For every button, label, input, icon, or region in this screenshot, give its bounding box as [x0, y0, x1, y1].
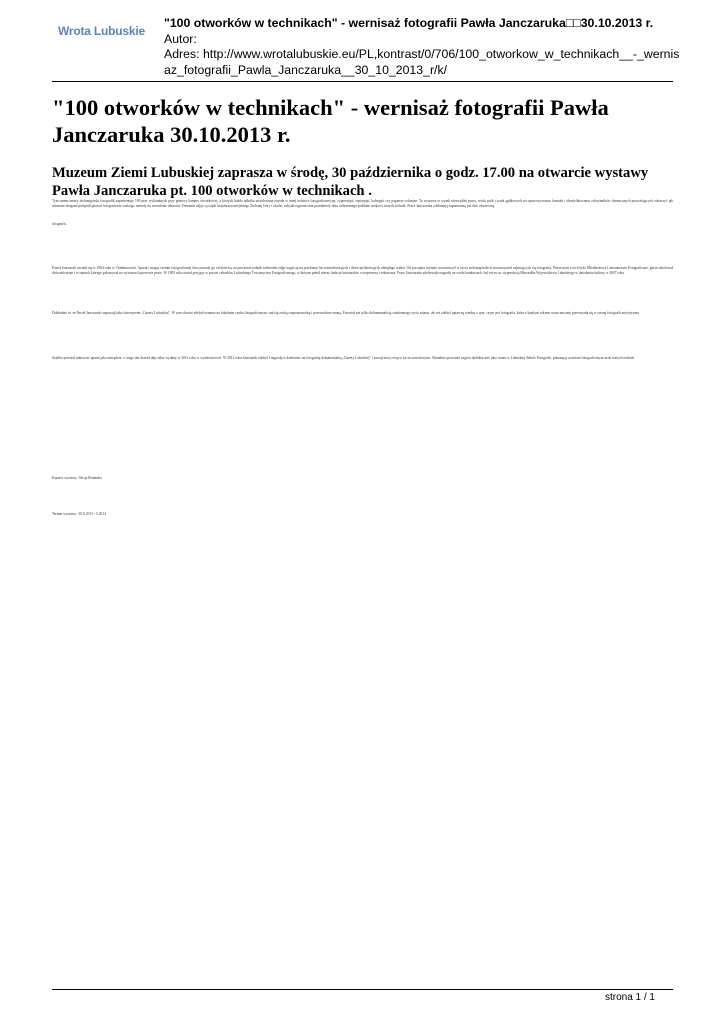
header-address[interactable]: Adres: http://www.wrotalubuskie.eu/PL,kontrast/0/706/100_otworkow_w_technikach__-_wernisaz_fotografii_Pawla_Janczaruka__30_10_2013_r/k/: [164, 47, 680, 77]
paragraph-2: fotografii.: [52, 222, 67, 226]
header-title: "100 otworków w technikach" - wernisaż fotografii Pawła Janczaruka□□30.10.2013 r.: [164, 16, 654, 30]
article-title: "100 otworków w technikach" - wernisaż fotografii Pawła Janczaruka 30.10.2013 r.: [52, 95, 609, 147]
paragraph-1: Tym razem zmary zielonogórski fotografik zaprezentuje 100 prac wykonanych przy pomocy kamery otworkowej, z których każda odbitka utrzelowana została w innej technice fotograficznej np. cyjanotypii, sepiatypii, kalotypii czy papierze solonym. Ta wystawa to wynik niezwykłej pracy, wielu prób i sztuk ąpdkowych na opracowywaniu formuły i identyfikowaniu odczynników chemicznych pozwalających zobaczyć jak różnorne drogami podążali pierwsi fotografowie szukając metody na utrwalenie obrazów. Tematem zdjęć są wątki krajobrazu miejskiego Zielonej Góry i okolic, zabytki regionu oraz przedmioty dnia codziennego poddane urokowi starych technik. Prace Janczaruka odsłaniają zapomnianą już dziś odwieczną: [52, 199, 673, 208]
header-info: [164, 16, 684, 78]
document-header: [52, 14, 680, 80]
paragraph-3: Paweł Janczaruk urodził się w 1964 roku w Chełmiaczach. Aparat i magia czemni fotograficznej fascynowały go od dziecka, na poważnie jednak robieniem zdjęć zajął się na przełomie lat osiemdziesiątych i dziewięćdziesiątych ubiegłego wieku. Od początku czynnie uczestniczył w życiu zielonogórskich stowarzyszeń zajmujących się fotografią. Pierwszym z nich było Młodzieżowe Laboratorium Fotograficzne, gdzie szkolował doświadczenie i w ramach którego pokazywał na wystawach pierwsze prace. W 1992 roku został przyjęty w poczet członków Lubuskiego Towarzystwa Fotograficznego, w którym pełnił nieraz funkcje kuratorskie, wiceprezesa i sekretarza. Prace Janczaruka zdobywały nagrody na wielu konkursach, był też m.in. stypendystą Marszałka Województwa Lubuskiego w dziedzinie kultury w 2007 roku.: [52, 266, 673, 275]
article-lead: Muzeum Ziemi Lubuskiej zaprasza w środę, 30 października o godz. 17.00 na otwarcie wystawy Pawła Janczaruka pt. 100 otworków w technikach .: [52, 165, 649, 199]
paragraph-5: Szybko przestał traktować aparat jako narzędzie, z czego ten dowód daje tekst wydany w 2012 roku w wydawnictwie. W 2012 roku Janczaruk zdobył I nagrodę w konkursie na fotografię dokumentalną „Gazety Lubuskiej" i zaczął nowy etap w życiu zawodowym. Aktualnie prowadzi zajęcia dydaktyczne jako trener w Lubuskiej Szkole Fotografii, pokazując uczniom fotograficznym urok starych technik.: [52, 356, 635, 360]
page-number: strona 1 / 1: [604, 992, 655, 1003]
header-divider: [52, 81, 673, 82]
footer-divider: [52, 989, 673, 990]
exhibition-dates: Termin wystawy: 30.X.2013 - 5.2014: [52, 512, 106, 516]
header-author: Autor:: [164, 31, 197, 46]
wrota-lubuskie-logo[interactable]: Wrota Lubuskie: [58, 24, 145, 38]
paragraph-4: Dokładnie to, że Paweł Janczaruk rozpoczął jako fotoreporter „Gazety Lubuskiej". W tym okresie zdobył uznanie na lokalnym rynku fotograficznym, stał się osobą rozpoznawalną i powszechnie znaną. Pozostał nie tylko dokumentalistą codziennego życia miasta, ale też zdobył uprawną wiedzę o tym, czym jest fotografia, która z każdym rokiem coraz mocniej przesuwała się w stronę fotografii artystycznej.: [52, 311, 640, 315]
curator-line: Kurator wystawy: Alicja Bruźnska: [52, 476, 102, 480]
